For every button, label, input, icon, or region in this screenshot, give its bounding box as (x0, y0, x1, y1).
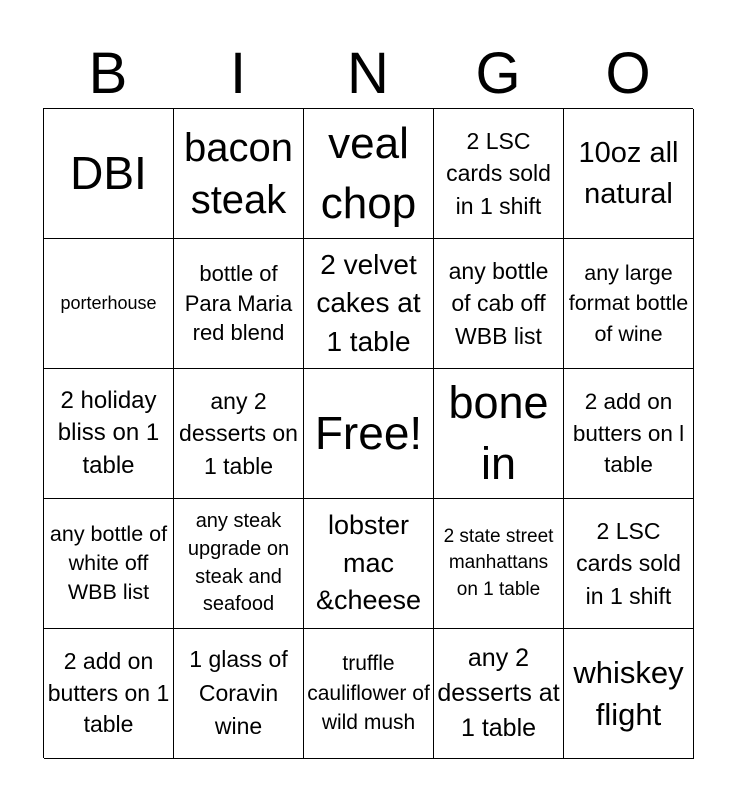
bingo-cell-2-4[interactable]: any bottle of cab off WBB list (434, 239, 564, 369)
bingo-cell-4-3[interactable]: lobster mac &cheese (304, 499, 434, 629)
bingo-cell-5-4[interactable]: any 2 desserts at 1 table (434, 629, 564, 759)
bingo-cell-2-3[interactable]: 2 velvet cakes at 1 table (304, 239, 434, 369)
bingo-cell-2-1[interactable]: porterhouse (44, 239, 174, 369)
bingo-cell-3-4[interactable]: bone in (434, 369, 564, 499)
bingo-board (43, 108, 693, 758)
bingo-cell-5-5[interactable]: whiskey flight (564, 629, 694, 759)
bingo-cell-1-2[interactable]: bacon steak (174, 109, 304, 239)
bingo-cell-2-5[interactable]: any large format bottle of wine (564, 239, 694, 369)
bingo-cell-1-4[interactable]: 2 LSC cards sold in 1 shift (434, 109, 564, 239)
bingo-cell-3-5[interactable]: 2 add on butters on l table (564, 369, 694, 499)
bingo-cell-5-2[interactable]: 1 glass of Coravin wine (174, 629, 304, 759)
bingo-cell-3-3[interactable]: Free! (304, 369, 434, 499)
bingo-cell-5-3[interactable]: truffle cauliflower of wild mush (304, 629, 434, 759)
bingo-header (43, 40, 693, 108)
bingo-cell-5-1[interactable]: 2 add on butters on 1 table (44, 629, 174, 759)
bingo-cell-4-1[interactable]: any bottle of white off WBB list (44, 499, 174, 629)
bingo-cell-4-4[interactable]: 2 state street manhattans on 1 table (434, 499, 564, 629)
bingo-cell-1-5[interactable]: 10oz all natural (564, 109, 694, 239)
bingo-cell-1-1[interactable]: DBI (44, 109, 174, 239)
bingo-cell-3-1[interactable]: 2 holiday bliss on 1 table (44, 369, 174, 499)
header-letter-o: O (605, 41, 651, 106)
header-letter-g: G (475, 41, 521, 106)
header-letter-n: N (347, 41, 389, 106)
header-letter-b: B (88, 41, 128, 106)
bingo-cell-4-2[interactable]: any steak upgrade on steak and seafood (174, 499, 304, 629)
bingo-cell-3-2[interactable]: any 2 desserts on 1 table (174, 369, 304, 499)
bingo-cell-4-5[interactable]: 2 LSC cards sold in 1 shift (564, 499, 694, 629)
bingo-cell-2-2[interactable]: bottle of Para Maria red blend (174, 239, 304, 369)
bingo-cell-1-3[interactable]: veal chop (304, 109, 434, 239)
header-letter-i: I (229, 41, 247, 106)
